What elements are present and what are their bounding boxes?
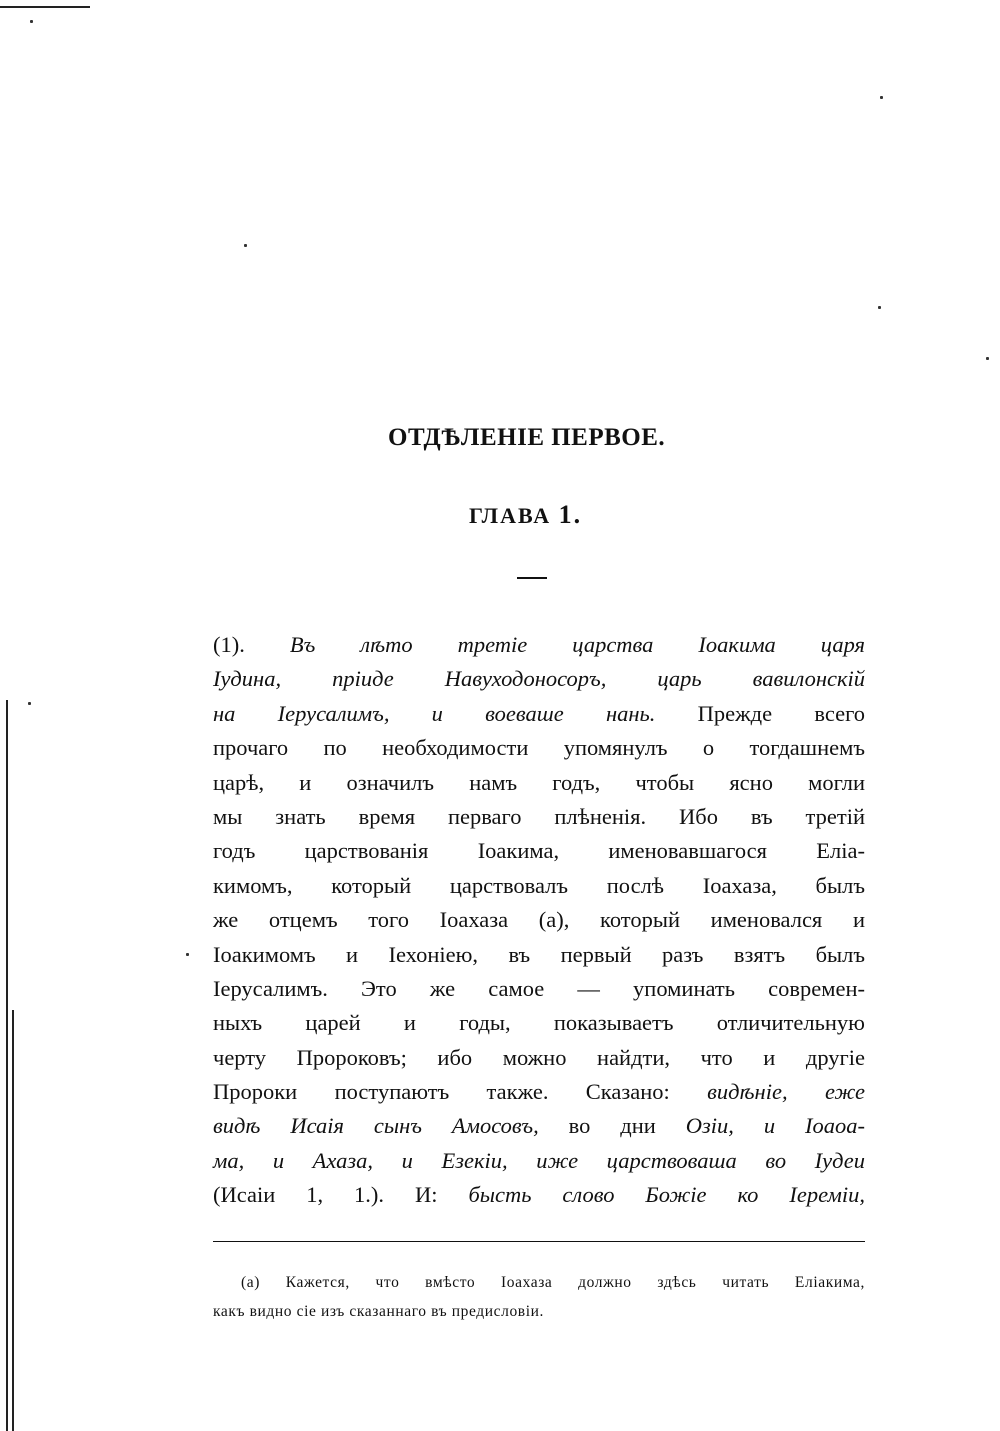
body-line	[213, 628, 865, 662]
text-run: видѣ Исаія сынъ Амосовъ,	[213, 1113, 539, 1139]
body-line	[213, 697, 865, 731]
text-run: Іоакимомъ и Іехоніею, въ первый разъ взятъ былъ	[213, 941, 865, 967]
body-line	[213, 766, 865, 800]
footnote-rule	[213, 1241, 865, 1242]
text-run: годъ царствованія Іоакима, именовавшагося Еліа-	[213, 838, 865, 864]
body-line	[213, 662, 865, 696]
body-text	[213, 628, 865, 1213]
footnote-text-2: какъ видно сіе изъ сказаннаго въ предисловіи.	[213, 1303, 545, 1320]
body-line	[213, 972, 865, 1006]
footnote	[213, 1268, 865, 1326]
text-run: кимомъ, который царствовалъ послѣ Іоахаза, былъ	[213, 872, 865, 898]
scan-speck	[878, 306, 881, 309]
text-run: Іудина, пріиде Навуходоносоръ, царь вавилонскій	[213, 666, 865, 692]
body-line	[213, 1075, 865, 1109]
body-line	[213, 1109, 865, 1143]
body-line	[213, 1178, 865, 1212]
scan-speck	[30, 20, 33, 23]
text-run: ныхъ царей и годы, показываетъ отличительную	[213, 1010, 865, 1036]
body-line	[213, 869, 865, 903]
footnote-text-1: Кажется, что вмѣсто Іоахаза должно здѣсь читать Еліакима,	[285, 1274, 865, 1291]
text-run: царѣ, и означилъ намъ годъ, чтобы ясно могли	[213, 769, 865, 795]
text-run: Прежде всего	[655, 700, 865, 726]
chapter-title	[469, 500, 582, 530]
body-line	[213, 903, 865, 937]
text-run: ма, и Ахаза, и Езекіи, иже царствоваша во Іудеи	[213, 1147, 865, 1173]
text-run: видѣніе, еже	[707, 1079, 865, 1105]
footnote-line	[213, 1268, 865, 1297]
text-run: Въ лѣто третіе царства Іоакима царя	[289, 632, 865, 657]
text-run: (Исаіи 1, 1.). И:	[213, 1182, 469, 1208]
text-run: Озіи, и Іоаоа-	[685, 1113, 866, 1139]
heading-dash	[517, 577, 547, 579]
text-run: прочаго по необходимости упомянулъ о тогдашнемъ	[213, 735, 865, 761]
scan-speck	[244, 244, 247, 247]
scan-left-edge-line	[6, 700, 8, 1431]
chapter-number: 1.	[558, 500, 583, 529]
footnote-mark: (а)	[241, 1274, 261, 1291]
body-line	[213, 1041, 865, 1075]
body-line	[213, 1144, 865, 1178]
scan-speck	[986, 357, 989, 360]
scan-speck	[880, 96, 883, 99]
text-run: Пророки поступаютъ также. Сказано:	[213, 1079, 708, 1105]
text-run: во дни	[538, 1113, 686, 1139]
body-line	[213, 938, 865, 972]
body-line	[213, 834, 865, 868]
footnote-line	[213, 1297, 865, 1326]
text-run: (1).	[213, 632, 290, 657]
scan-speck	[186, 953, 189, 956]
text-run: же отцемъ того Іоахаза (а), который именовался и	[213, 907, 865, 933]
text-run: бысть слово Божіе ко Іереміи,	[468, 1182, 865, 1208]
text-run: черту Пророковъ; ибо можно найдти, что и другіе	[213, 1044, 865, 1070]
text-run: мы знать время перваго плѣненія. Ибо въ третій	[213, 803, 865, 829]
body-line	[213, 1006, 865, 1040]
chapter-label: ГЛАВА	[469, 503, 552, 528]
scan-edge-rule	[0, 6, 90, 8]
scan-left-edge-line	[12, 1010, 14, 1431]
text-run: на Іерусалимъ, и воеваше нань.	[213, 700, 656, 726]
scan-speck	[28, 702, 31, 705]
section-title: ОТДѢЛЕНІЕ ПЕРВОЕ.	[388, 424, 666, 451]
text-run: Іерусалимъ. Это же самое — упоминать современ-	[213, 975, 865, 1001]
body-line	[213, 731, 865, 765]
body-line	[213, 800, 865, 834]
